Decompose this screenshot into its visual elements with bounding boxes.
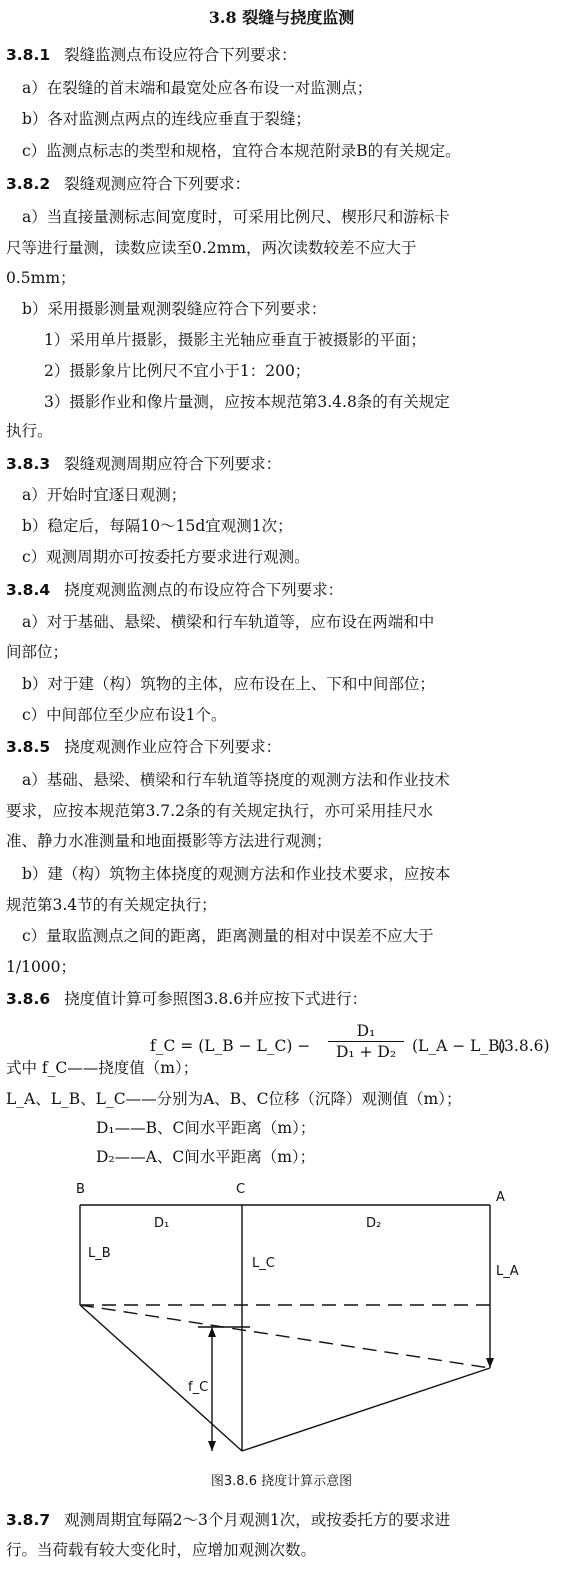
text-line: a）基础、悬梁、横梁和行车轨道等挠度的观测方法和作业技术	[22, 771, 450, 789]
figure-caption: 图3.8.6 挠度计算示意图	[210, 1474, 353, 1489]
text-line: a）在裂缝的首末端和最宽处应各布设一对监测点；	[22, 79, 373, 97]
clause-number: 3.8.6	[6, 990, 51, 1008]
formula-rhs: (L_A − L_B)	[412, 1037, 506, 1055]
formula-label: (3.8.6)	[498, 1037, 550, 1055]
formula-fraction	[328, 1022, 404, 1061]
text-line: 3）摄影作业和像片量测，应按本规范第3.4.8条的有关规定	[44, 393, 450, 411]
text-line: 1）采用单片摄影，摄影主光轴应垂直于被摄影的平面；	[44, 331, 426, 349]
text-line: c）量取监测点之间的距离，距离测量的相对中误差不应大于	[22, 927, 434, 945]
clause-number: 3.8.5	[6, 738, 51, 756]
clause-3-8-5	[6, 737, 281, 757]
deflection-diagram	[70, 1175, 519, 1465]
label-fc: f_C	[188, 1380, 209, 1395]
where-desc: ——B、C间水平距离（m）；	[114, 1119, 316, 1137]
text-line: 要求，应按本规范第3.7.2条的有关规定执行，亦可采用挂尺水	[6, 802, 433, 820]
text-line: 2）摄影象片比例尺不宜小于1：200；	[44, 362, 311, 380]
clause-number: 3.8.4	[6, 581, 51, 599]
text-line: a）对于基础、悬梁、横梁和行车轨道等，应布设在两端和中	[22, 613, 435, 631]
clause-3-8-2	[6, 174, 250, 194]
text-line: b）对于建（构）筑物的主体，应布设在上、下和中间部位；	[22, 675, 435, 693]
deflected-right	[242, 1368, 490, 1451]
label-B: B	[76, 1182, 85, 1197]
clause-number: 3.8.3	[6, 455, 51, 473]
where-item	[96, 1118, 315, 1138]
where-symbol: L_A、L_B、L_C	[6, 1090, 126, 1108]
deflection-figure	[70, 1175, 519, 1469]
text-line: 间部位；	[6, 643, 69, 661]
text-line: 尺等进行量测，读数应读至0.2mm，两次读数较差不应大于	[6, 239, 417, 257]
where-symbol: D₂	[96, 1148, 115, 1166]
label-LA: L_A	[496, 1264, 519, 1279]
where-symbol: D₁	[96, 1119, 115, 1137]
where-item	[6, 1058, 198, 1078]
clause-text: 裂缝监测点布设应符合下列要求：	[64, 46, 297, 64]
clause-3-8-1	[6, 45, 297, 65]
text-line: 行。当荷载有较大变化时，应增加观测次数。	[6, 1541, 317, 1559]
fc-arrow-down	[208, 1441, 216, 1451]
label-D2: D₂	[366, 1216, 382, 1231]
text-line: 准、静力水准测量和地面摄影等方法进行观测；	[6, 832, 332, 850]
fraction-numerator: D₁	[356, 1022, 376, 1040]
label-LB: L_B	[88, 1246, 111, 1261]
text-line: b）各对监测点两点的连线应垂直于裂缝；	[22, 110, 311, 128]
text-line: a）开始时宜逐日观测；	[22, 486, 187, 504]
text-line: c）观测周期亦可按委托方要求进行观测。	[22, 548, 310, 566]
text-line: b）采用摄影测量观测裂缝应符合下列要求：	[22, 300, 327, 318]
text-line: 执行。	[6, 422, 53, 440]
clause-text: 挠度值计算可参照图3.8.6并应按下式进行：	[64, 990, 368, 1008]
where-item	[6, 1089, 461, 1109]
text-line: a）当直接量测标志间宽度时，可采用比例尺、楔形尺和游标卡	[22, 208, 450, 226]
clause-3-8-4	[6, 580, 343, 600]
where-desc: ——A、C间水平距离（m）；	[114, 1148, 316, 1166]
clause-text: 观测周期宜每隔2～3个月观测1次，或按委托方的要求进	[64, 1511, 451, 1529]
text-line: b）建（构）筑物主体挠度的观测方法和作业技术要求，应按本	[22, 865, 451, 883]
text-line: c）监测点标志的类型和规格，宜符合本规范附录B的有关规定。	[22, 142, 461, 160]
clause-3-8-3	[6, 454, 281, 474]
clause-text: 挠度观测作业应符合下列要求：	[64, 738, 282, 756]
where-item	[96, 1147, 315, 1167]
dashed-chord	[80, 1305, 490, 1368]
text-line: 0.5mm；	[6, 269, 76, 287]
text-line: 规范第3.4节的有关规定执行；	[6, 896, 217, 914]
clause-text: 裂缝观测周期应符合下列要求：	[64, 455, 282, 473]
clause-number: 3.8.7	[6, 1511, 51, 1529]
section-title: 3.8 裂缝与挠度监测	[208, 8, 355, 27]
text-line: c）中间部位至少应布设1个。	[22, 706, 227, 724]
clause-3-8-6	[6, 989, 367, 1009]
LA-arrow	[486, 1358, 494, 1368]
label-C: C	[236, 1182, 246, 1197]
fraction-denominator: D₁ + D₂	[335, 1043, 397, 1061]
clause-number: 3.8.2	[6, 175, 51, 193]
clause-text: 裂缝观测应符合下列要求：	[64, 175, 251, 193]
fc-arrow-up	[208, 1327, 216, 1337]
text-line: 1/1000；	[6, 958, 77, 976]
label-A: A	[496, 1190, 505, 1205]
text-line: b）稳定后，每隔10～15d宜观测1次；	[22, 517, 293, 535]
clause-text: 挠度观测监测点的布设应符合下列要求：	[64, 581, 344, 599]
clause-3-8-7	[6, 1510, 450, 1530]
where-desc: ——挠度值（m）；	[67, 1059, 199, 1077]
formula-lhs: f_C = (L_B − L_C) −	[150, 1037, 311, 1055]
fraction-bar	[328, 1041, 404, 1042]
where-desc: ——分别为A、B、C位移（沉降）观测值（m）；	[125, 1090, 462, 1108]
label-D1: D₁	[154, 1216, 170, 1231]
where-symbol: 式中 f_C	[6, 1059, 68, 1077]
label-LC: L_C	[252, 1256, 275, 1271]
clause-number: 3.8.1	[6, 46, 51, 64]
